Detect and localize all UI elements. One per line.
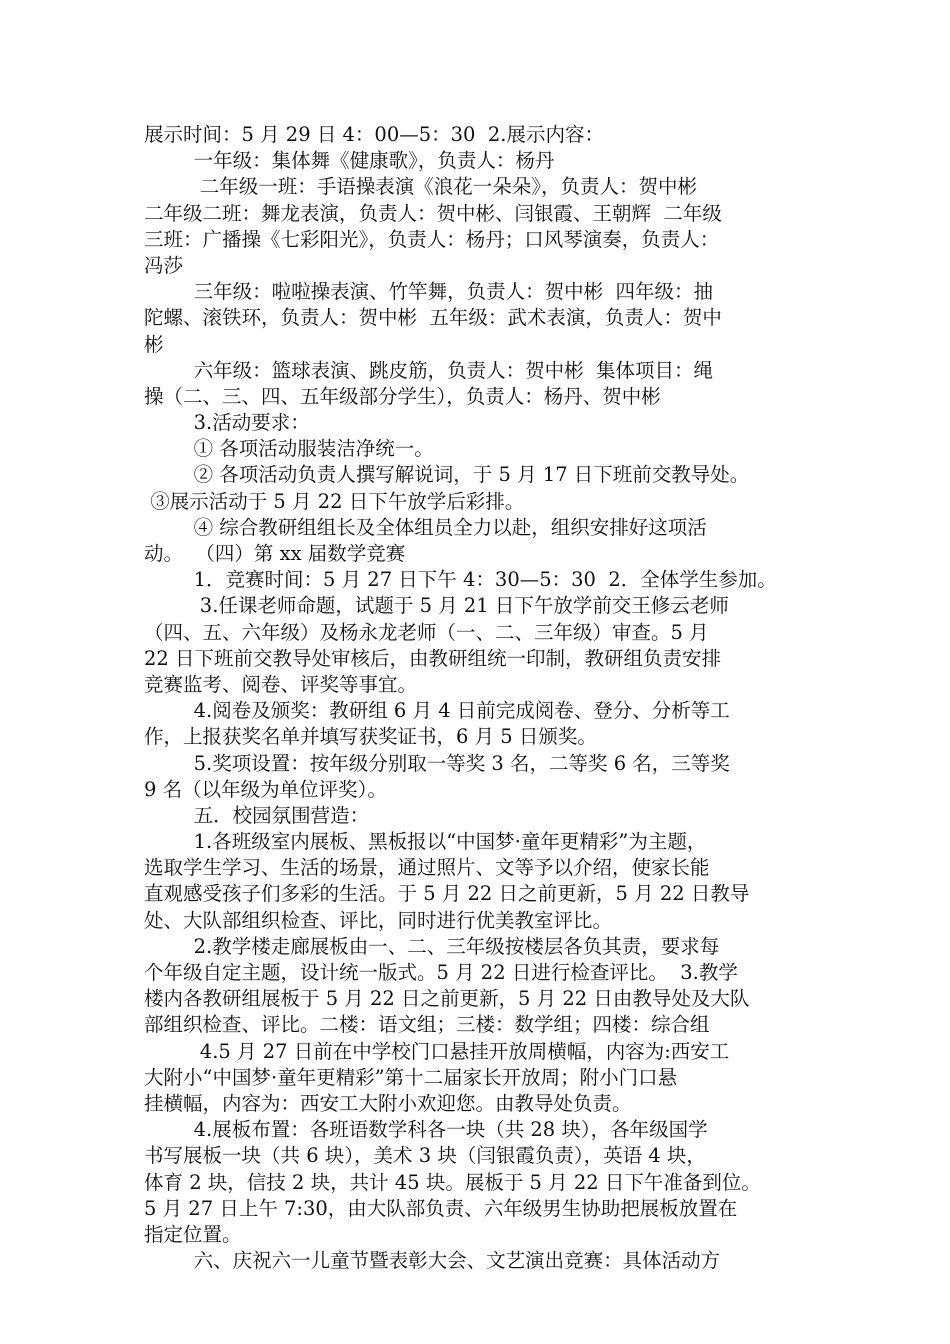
text-line: 操（二、三、四、五年级部分学生），负责人：杨丹、贺中彬	[144, 384, 661, 408]
text-line: 3.活动要求：	[144, 411, 310, 435]
text-line: 展示时间：5 月 29 日 4：00—5：30 2.展示内容：	[144, 123, 604, 146]
text-line: 直观感受孩子们多彩的生活。于 5 月 22 日之前更新，5 月 22 日教导	[144, 882, 750, 906]
text-line: 六年级：篮球表演、跳皮筋，负责人：贺中彬 集体项目：绳	[144, 358, 713, 382]
text-line: 选取学生学习、生活的场景，通过照片、文等予以介绍，使家长能	[144, 856, 710, 880]
text-line: 5.奖项设置：按年级分别取一等奖 3 名，二等奖 6 名，三等奖	[144, 751, 730, 775]
text-line: 三班：广播操《七彩阳光》，负责人：杨丹；口风琴演奏，负责人：	[144, 227, 720, 251]
text-line: 5 月 27 日上午 7:30，由大队部负责、六年级男生协助把展板放置在	[144, 1196, 738, 1220]
text-line: 4.阅卷及颁奖：教研组 6 月 4 日前完成阅卷、登分、分析等工	[144, 699, 730, 723]
text-line: ① 各项活动服装洁净统一。	[144, 437, 434, 461]
text-line: 指定位置。	[144, 1222, 242, 1246]
text-line: ④ 综合教研组组长及全体组员全力以赴，组织安排好这项活	[144, 515, 707, 539]
text-line: ③展示活动于 5 月 22 日下午放学后彩排。	[144, 489, 525, 513]
text-line: 动。 （四）第 xx 届数学竞赛	[144, 542, 406, 565]
text-line: 4.展板布置：各班语数学科各一块（共 28 块），各年级国学	[144, 1118, 708, 1142]
text-line: 二年级二班：舞龙表演，负责人：贺中彬、闫银霞、王朝辉 二年级	[144, 201, 722, 225]
text-line: 2.教学楼走廊展板由一、二、三年级按楼层各负其责，要求每	[144, 934, 720, 958]
text-line: 体育 2 块，信技 2 块，共计 45 块。展板于 5 月 22 日下午准备到位。	[144, 1170, 761, 1194]
text-line: 9 名（以年级为单位评奖）。	[144, 777, 387, 801]
document-body	[144, 122, 814, 1274]
text-line: 作，上报获奖名单并填写获奖证书，6 月 5 日颁奖。	[144, 725, 597, 749]
text-line: 4.5 月 27 日前在中学校门口悬挂开放周横幅，内容为:西安工	[144, 1039, 730, 1063]
text-line: 书写展板一块（共 6 块），美术 3 块（闫银霞负责），英语 4 块，	[144, 1144, 706, 1168]
text-line: 大附小“中国梦·童年更精彩”第十二届家长开放周；附小门口悬	[144, 1065, 678, 1089]
text-line: ② 各项活动负责人撰写解说词，于 5 月 17 日下班前交教导处。	[144, 463, 750, 487]
text-line: 陀螺、滚铁环，负责人：贺中彬 五年级：武术表演，负责人：贺中	[144, 306, 722, 330]
text-line: 三年级：啦啦操表演、竹竿舞，负责人：贺中彬 四年级：抽	[144, 280, 713, 304]
text-line: 一年级：集体舞《健康歌》，负责人：杨丹	[144, 149, 555, 173]
text-line: 冯莎	[144, 253, 184, 277]
text-line: 1.各班级室内展板、黑板报以“中国梦·童年更精彩”为主题，	[144, 830, 707, 854]
text-line: 竞赛监考、阅卷、评奖等事宜。	[144, 672, 418, 696]
text-line: 挂横幅，内容为：西安工大附小欢迎您。由教导处负责。	[144, 1091, 632, 1115]
text-line: 二年级一班：手语操表演《浪花一朵朵》，负责人：贺中彬	[144, 175, 698, 199]
text-line: 1．竞赛时间：5 月 27 日下午 4：30—5：30 2．全体学生参加。	[144, 568, 777, 592]
text-line: 部组织检查、评比。二楼：语文组；三楼：数学组；四楼：综合组	[144, 1013, 710, 1037]
text-line: 楼内各教研组展板于 5 月 22 日之前更新，5 月 22 日由教导处及大队	[144, 987, 750, 1011]
text-line: （四、五、六年级）及杨永龙老师（一、二、三年级）审查。5 月	[144, 620, 709, 644]
text-line: 五．校园氛围营造：	[144, 803, 370, 827]
text-line: 六、庆祝六一儿童节暨表彰大会、文艺演出竞赛：具体活动方	[144, 1249, 721, 1273]
text-line: 处、大队部组织检查、评比，同时进行优美教室评比。	[144, 908, 613, 932]
text-line: 22 日下班前交教导处审核后，由教研组统一印制，教研组负责安排	[144, 646, 722, 670]
text-line: 彬	[144, 332, 164, 356]
text-line: 个年级自定主题，设计统一版式。5 月 22 日进行检查评比。 3.教学	[144, 961, 738, 984]
text-line: 3.任课老师命题，试题于 5 月 21 日下午放学前交王修云老师	[144, 594, 729, 618]
